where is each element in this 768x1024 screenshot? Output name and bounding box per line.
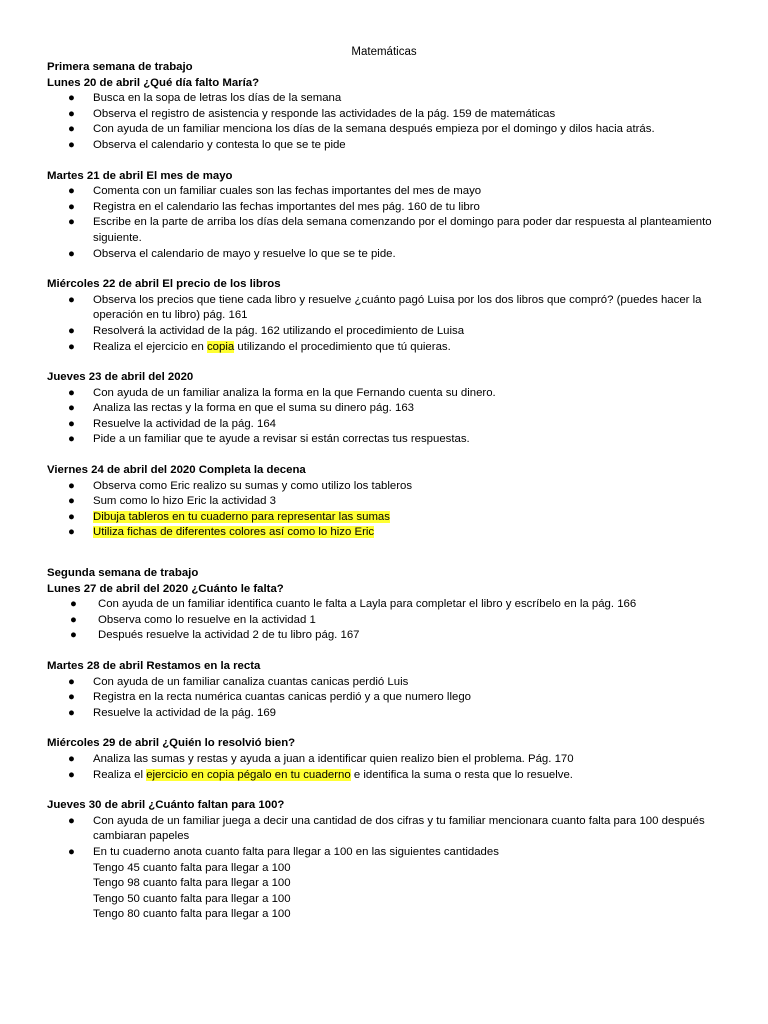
bullet: ●	[68, 293, 75, 306]
quantity-line: Tengo 98 cuanto falta para llegar a 100	[93, 877, 291, 890]
list-item: ● En tu cuaderno anota cuanto falta para llegar a 100 en las siguientes cantidades	[47, 845, 727, 861]
bullet: ●	[68, 386, 75, 399]
task-list	[47, 814, 727, 861]
task-list	[47, 479, 727, 541]
day-heading: Jueves 30 de abril ¿Cuánto faltan para 100?	[47, 799, 285, 812]
bullet: ●	[68, 433, 75, 446]
day-heading: Viernes 24 de abril del 2020 Completa la decena	[47, 464, 306, 477]
bullet: ●	[68, 510, 75, 523]
bullet: ●	[68, 123, 75, 136]
list-item: ● Analiza las sumas y restas y ayuda a juan a identificar quien realizo bien el problema. Pág. 170	[47, 752, 727, 768]
list-item: ● Con ayuda de un familiar analiza la forma en la que Fernando cuenta su dinero.	[47, 386, 727, 402]
list-item: ● Realiza el ejercicio en copia utilizando el procedimiento que tú quieras.	[47, 340, 727, 356]
bullet: ●	[68, 138, 75, 151]
highlighted-text: Utiliza fichas de diferentes colores así como lo hizo Eric	[93, 526, 375, 539]
list-item: ● Con ayuda de un familiar juega a decir una cantidad de dos cifras y tu familiar mencionara cuanto falta para 100 después cambiaran papeles	[68, 814, 705, 843]
task-list	[47, 752, 727, 783]
list-item: ● Observa como lo resuelve en la actividad 1	[47, 613, 727, 629]
day-section-lunes-27	[47, 566, 727, 644]
bullet: ●	[68, 107, 75, 120]
bullet: ●	[68, 340, 75, 353]
bullet: ●	[68, 92, 75, 105]
bullet: ●	[70, 629, 77, 642]
day-heading: Miércoles 22 de abril El precio de los libros	[47, 278, 281, 291]
list-item: ● Analiza las rectas y la forma en que el suma su dinero pág. 163	[47, 401, 727, 417]
list-item: ● Registra en la recta numérica cuantas canicas perdió y a que numero llego	[47, 690, 727, 706]
day-heading: Lunes 27 de abril del 2020 ¿Cuánto le falta?	[47, 582, 284, 595]
list-item: ● Observa el registro de asistencia y responde las actividades de la pág. 159 de matemáticas	[47, 107, 727, 123]
quantity-line: Tengo 80 cuanto falta para llegar a 100	[93, 908, 291, 921]
task-list	[47, 91, 727, 153]
list-item: ● Observa como Eric realizo su sumas y como utilizo los tableros	[47, 479, 727, 495]
list-item: ● Después resuelve la actividad 2 de tu libro pág. 167	[47, 628, 727, 644]
quantity-line: Tengo 45 cuanto falta para llegar a 100	[93, 861, 291, 874]
day-heading: Martes 21 de abril El mes de mayo	[47, 169, 233, 182]
bullet: ●	[68, 845, 75, 858]
task-list	[47, 386, 727, 448]
bullet: ●	[68, 495, 75, 508]
day-section-jueves-23	[47, 370, 727, 448]
week1-heading: Primera semana de trabajo	[47, 61, 193, 73]
highlighted-text: copia	[206, 340, 235, 353]
day-section-jueves-30	[47, 798, 727, 923]
day-section-miercoles-22	[47, 277, 727, 355]
bullet: ●	[68, 185, 75, 198]
day-heading: Martes 28 de abril Restamos en la recta	[47, 660, 261, 672]
list-item: ● Con ayuda de un familiar identifica cuanto le falta a Layla para completar el libro y escríbelo en la pág. 166	[47, 597, 727, 613]
list-item: ● Observa el calendario y contesta lo que se te pide	[47, 138, 727, 154]
list-item: ● Con ayuda de un familiar menciona los días de la semana después empieza por el domingo y dilos hacia atrás.	[47, 122, 727, 138]
list-item: ● Resuelve la actividad de la pág. 164	[47, 417, 727, 433]
bullet: ●	[68, 768, 75, 781]
task-list	[47, 675, 727, 722]
bullet: ●	[68, 479, 75, 492]
list-item: ● Con ayuda de un familiar canaliza cuantas canicas perdió Luis	[47, 675, 727, 691]
document-content	[47, 60, 727, 923]
highlighted-text: Dibuja tableros en tu cuaderno para representar las sumas	[93, 510, 390, 523]
bullet: ●	[68, 216, 75, 229]
bullet: ●	[68, 417, 75, 430]
list-item: ● Registra en el calendario las fechas importantes del mes pág. 160 de tu libro	[47, 200, 727, 216]
bullet: ●	[68, 706, 75, 719]
bullet: ●	[70, 613, 77, 626]
bullet: ●	[68, 402, 75, 415]
list-item: ● Sum como lo hizo Eric la actividad 3	[47, 494, 727, 510]
week2-heading: Segunda semana de trabajo	[47, 567, 199, 580]
bullet: ●	[68, 526, 75, 539]
list-item: ● Realiza el ejercicio en copia pégalo en tu cuaderno e identifica la suma o resta que lo resuelve.	[47, 768, 727, 784]
bullet: ●	[68, 752, 75, 765]
list-item: ● Pide a un familiar que te ayude a revisar si están correctas tus respuestas.	[47, 432, 727, 448]
list-item: ● Comenta con un familiar cuales son las fechas importantes del mes de mayo	[47, 184, 727, 200]
day-section-miercoles-29	[47, 736, 727, 783]
bullet: ●	[68, 200, 75, 213]
quantity-line: Tengo 50 cuanto falta para llegar a 100	[93, 892, 291, 905]
bullet: ●	[68, 324, 75, 337]
list-item: ● Resuelve la actividad de la pág. 169	[47, 706, 727, 722]
highlighted-text: ejercicio en copia pégalo en tu cuaderno	[146, 768, 351, 781]
list-item: ● Escribe en la parte de arriba los días dela semana comenzando por el domingo para poder dar respuesta al planteamiento siguiente.	[68, 216, 712, 244]
day-section-martes-28	[47, 659, 727, 721]
bullet: ●	[68, 691, 75, 704]
bullet: ●	[70, 598, 77, 611]
task-list	[47, 293, 727, 355]
list-item	[47, 525, 727, 541]
bullet: ●	[68, 247, 75, 260]
day-section-martes-21	[47, 169, 727, 263]
document-title: Matemáticas	[351, 46, 417, 58]
day-section-viernes-24	[47, 463, 727, 541]
task-list	[47, 184, 727, 262]
day-heading: Jueves 23 de abril del 2020	[47, 371, 194, 384]
list-item: ● Observa el calendario de mayo y resuelve lo que se te pide.	[47, 247, 727, 263]
day-heading: Lunes 20 de abril ¿Qué día falto María?	[47, 76, 260, 89]
list-item	[47, 510, 727, 526]
bullet: ●	[68, 675, 75, 688]
list-item: ● Busca en la sopa de letras los días de la semana	[47, 91, 727, 107]
list-item: ● Resolverá la actividad de la pág. 162 utilizando el procedimiento de Luisa	[47, 324, 727, 340]
day-section-lunes-20	[47, 60, 727, 154]
day-heading: Miércoles 29 de abril ¿Quién lo resolvió bien?	[47, 737, 296, 750]
list-item: ● Observa los precios que tiene cada libro y resuelve ¿cuánto pagó Luisa por los dos libros que compró? (puedes hacer la operación en tu libro) pág. 161	[68, 293, 702, 322]
bullet: ●	[68, 814, 75, 827]
task-list	[47, 597, 727, 644]
